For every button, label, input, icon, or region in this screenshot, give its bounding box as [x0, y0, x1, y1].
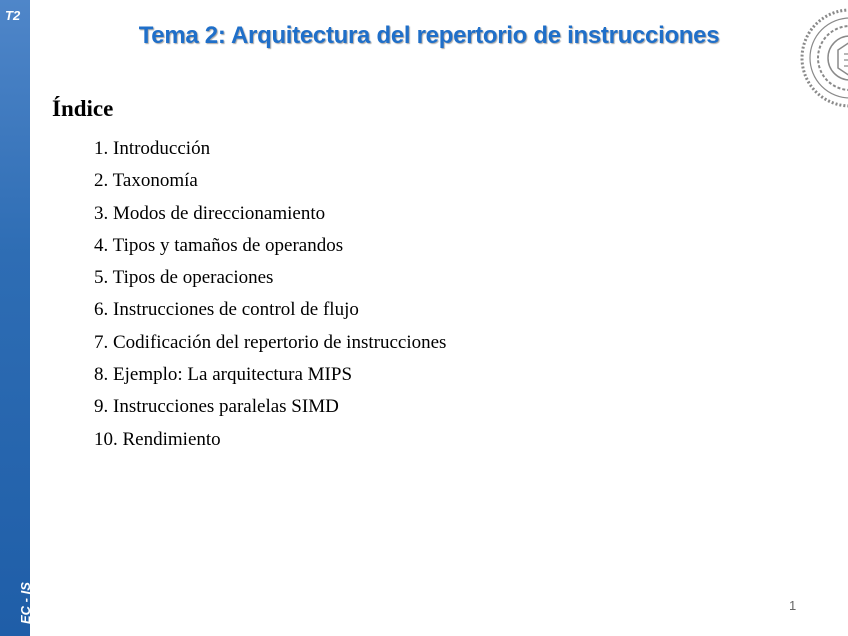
sidebar-bottom-label: EC - IS	[18, 582, 33, 624]
toc-item: 9. Instrucciones paralelas SIMD	[94, 396, 339, 418]
university-seal-icon	[798, 6, 848, 110]
toc-item: 8. Ejemplo: La arquitectura MIPS	[94, 364, 353, 386]
sidebar-bar	[0, 0, 33, 636]
toc-list	[94, 133, 446, 456]
toc-item: 2. Taxonomía	[94, 170, 198, 192]
toc-item: 4. Tipos y tamaños de operandos	[94, 234, 344, 256]
toc-item: 5. Tipos de operaciones	[94, 267, 274, 289]
slide-title: Tema 2: Arquitectura del repertorio de instrucciones	[138, 22, 720, 49]
sidebar-top-label: T2	[5, 8, 21, 23]
page-number: 1	[789, 598, 797, 613]
toc-item: 6. Instrucciones de control de flujo	[94, 299, 359, 321]
toc-item: 7. Codificación del repertorio de instrucciones	[94, 331, 447, 353]
toc-item: 1. Introducción	[94, 138, 211, 159]
toc-item: 3. Modos de direccionamiento	[94, 202, 326, 224]
toc-item: 10. Rendimiento	[94, 428, 221, 450]
index-heading: Índice	[52, 96, 114, 121]
